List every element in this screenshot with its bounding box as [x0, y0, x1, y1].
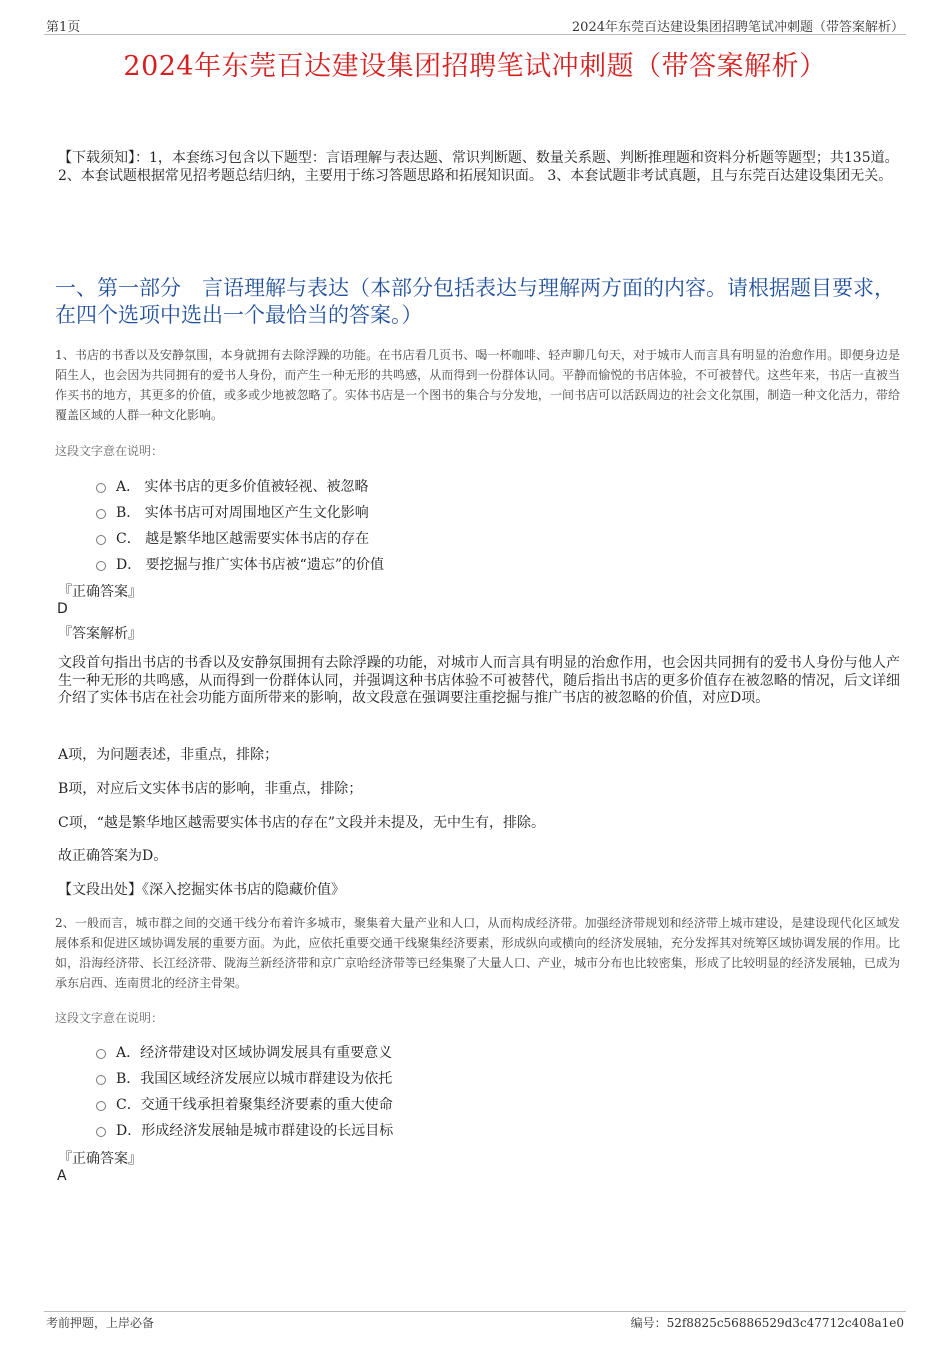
analysis-conclusion: 故正确答案为D。 [58, 848, 168, 864]
option-c[interactable] [96, 525, 384, 551]
radio-icon[interactable] [96, 1075, 106, 1085]
question-1-prompt: 这段文字意在说明： [55, 444, 164, 458]
option-label: A．经济带建设对区域协调发展具有重要意义 [116, 1045, 393, 1061]
analysis-label: 『答案解析』 [58, 626, 142, 642]
question-2-prompt: 这段文字意在说明： [55, 1011, 164, 1025]
option-label: B． 实体书店可对周围地区产生文化影响 [116, 505, 369, 521]
answer-label: 『正确答案』 [58, 584, 142, 600]
option-label: D．形成经济发展轴是城市群建设的长远目标 [116, 1123, 394, 1139]
radio-icon[interactable] [96, 1049, 106, 1059]
option-label: D． 要挖掘与推广实体书店被“遗忘”的价值 [116, 557, 384, 573]
option-a[interactable] [96, 1039, 393, 1065]
header-divider [44, 34, 906, 35]
footer-divider [44, 1311, 906, 1312]
analysis-line-c: C项，“越是繁华地区越需要实体书店的存在”文段并未提及，无中生有，排除。 [58, 815, 546, 831]
answer-label: 『正确答案』 [58, 1151, 142, 1167]
option-b[interactable] [96, 499, 384, 525]
radio-icon[interactable] [96, 483, 106, 493]
source-citation: 【文段出处】《深入挖掘实体书店的隐藏价值》 [58, 882, 345, 898]
footer-slogan: 考前押题，上岸必备 [46, 1316, 155, 1330]
page-title: 2024年东莞百达建设集团招聘笔试冲刺题（带答案解析） [123, 51, 827, 82]
question-1-options [96, 473, 384, 577]
option-a[interactable] [96, 473, 384, 499]
question-2-options [96, 1039, 393, 1143]
option-label: A． 实体书店的更多价值被轻视、被忽略 [116, 479, 369, 495]
option-d[interactable] [96, 551, 384, 577]
footer-doc-id: 编号：52f8825c56886529d3c47712c408a1e0 [630, 1316, 904, 1330]
answer-value: A [57, 1168, 67, 1184]
section-heading: 一、第一部分 言语理解与表达（本部分包括表达与理解两方面的内容。请根据题目要求，在四个选项中选出一个最恰当的答案。） [55, 276, 895, 327]
analysis-line-a: A项，为问题表述，非重点，排除； [58, 747, 279, 763]
page-number: 第1页 [46, 20, 81, 35]
analysis-text: 文段首句指出书店的书香以及安静氛围拥有去除浮躁的功能，对城市人而言具有明显的治愈作用，也会因共同拥有的爱书人身份与他人产生一种无形的共鸣感，从而得到一份群体认同，并强调这种书店体验不可被替代，随后指出书店的更多价值存在被忽略的情况，后文详细介绍了实体书店在社会功能方面所带来的影响，故文段意在强调要注重挖掘与推广书店的被忽略的价值，对应D项。 [58, 655, 900, 706]
option-label: C．交通干线承担着聚集经济要素的重大使命 [116, 1097, 393, 1113]
option-b[interactable] [96, 1065, 393, 1091]
download-notice: 【下载须知】：1，本套练习包含以下题型：言语理解与表达题、常识判断题、数量关系题、判断推理题和资料分析题等题型；共135道。 2、本套试题根据常见招考题总结归纳，主要用于练习答题思路和拓展知识面。 3、本套试题非考试真题，且与东莞百达建设集团无关。 [58, 150, 899, 184]
radio-icon[interactable] [96, 1127, 106, 1137]
header-doc-title: 2024年东莞百达建设集团招聘笔试冲刺题（带答案解析） [571, 20, 904, 35]
question-2-text: 2、一般而言，城市群之间的交通干线分布着许多城市，聚集着大量产业和人口，从而构成经济带。加强经济带规划和经济带上城市建设，是建设现代化区域发展体系和促进区域协调发展的重要方面。为此，应依托重要交通干线聚集经济要素，形成纵向或横向的经济发展轴，充分发挥其对统筹区域协调发展的作用。比如，沿海经济带、长江经济带、陇海兰新经济带和京广京哈经济带等已经集聚了大量人口、产业，城市分布也比较密集，形成了比较明显的经济发展轴，已成为承东启西、连南贯北的经济主骨架。 [55, 916, 900, 990]
question-1-text: 1、书店的书香以及安静氛围，本身就拥有去除浮躁的功能。在书店看几页书、喝一杯咖啡、轻声聊几句天，对于城市人而言具有明显的治愈作用。即便身边是陌生人，也会因为共同拥有的爱书人身份，而产生一种无形的共鸣感，从而得到一份群体认同。平静而愉悦的书店体验，不可被替代。这些年来，书店一直被当作买书的地方，其更多的价值，或多或少地被忽略了。实体书店是一个图书的集合与分发地，一间书店可以活跃周边的社会文化氛围，制造一种文化活力，带给覆盖区域的人群一种文化影响。 [55, 348, 900, 422]
radio-icon[interactable] [96, 509, 106, 519]
radio-icon[interactable] [96, 1101, 106, 1111]
option-label: B．我国区域经济发展应以城市群建设为依托 [116, 1071, 393, 1087]
radio-icon[interactable] [96, 561, 106, 571]
option-c[interactable] [96, 1091, 393, 1117]
analysis-line-b: B项，对应后文实体书店的影响，非重点，排除； [58, 781, 363, 797]
option-label: C． 越是繁华地区越需要实体书店的存在 [116, 531, 370, 547]
radio-icon[interactable] [96, 535, 106, 545]
answer-value: D [57, 601, 68, 617]
option-d[interactable] [96, 1117, 393, 1143]
